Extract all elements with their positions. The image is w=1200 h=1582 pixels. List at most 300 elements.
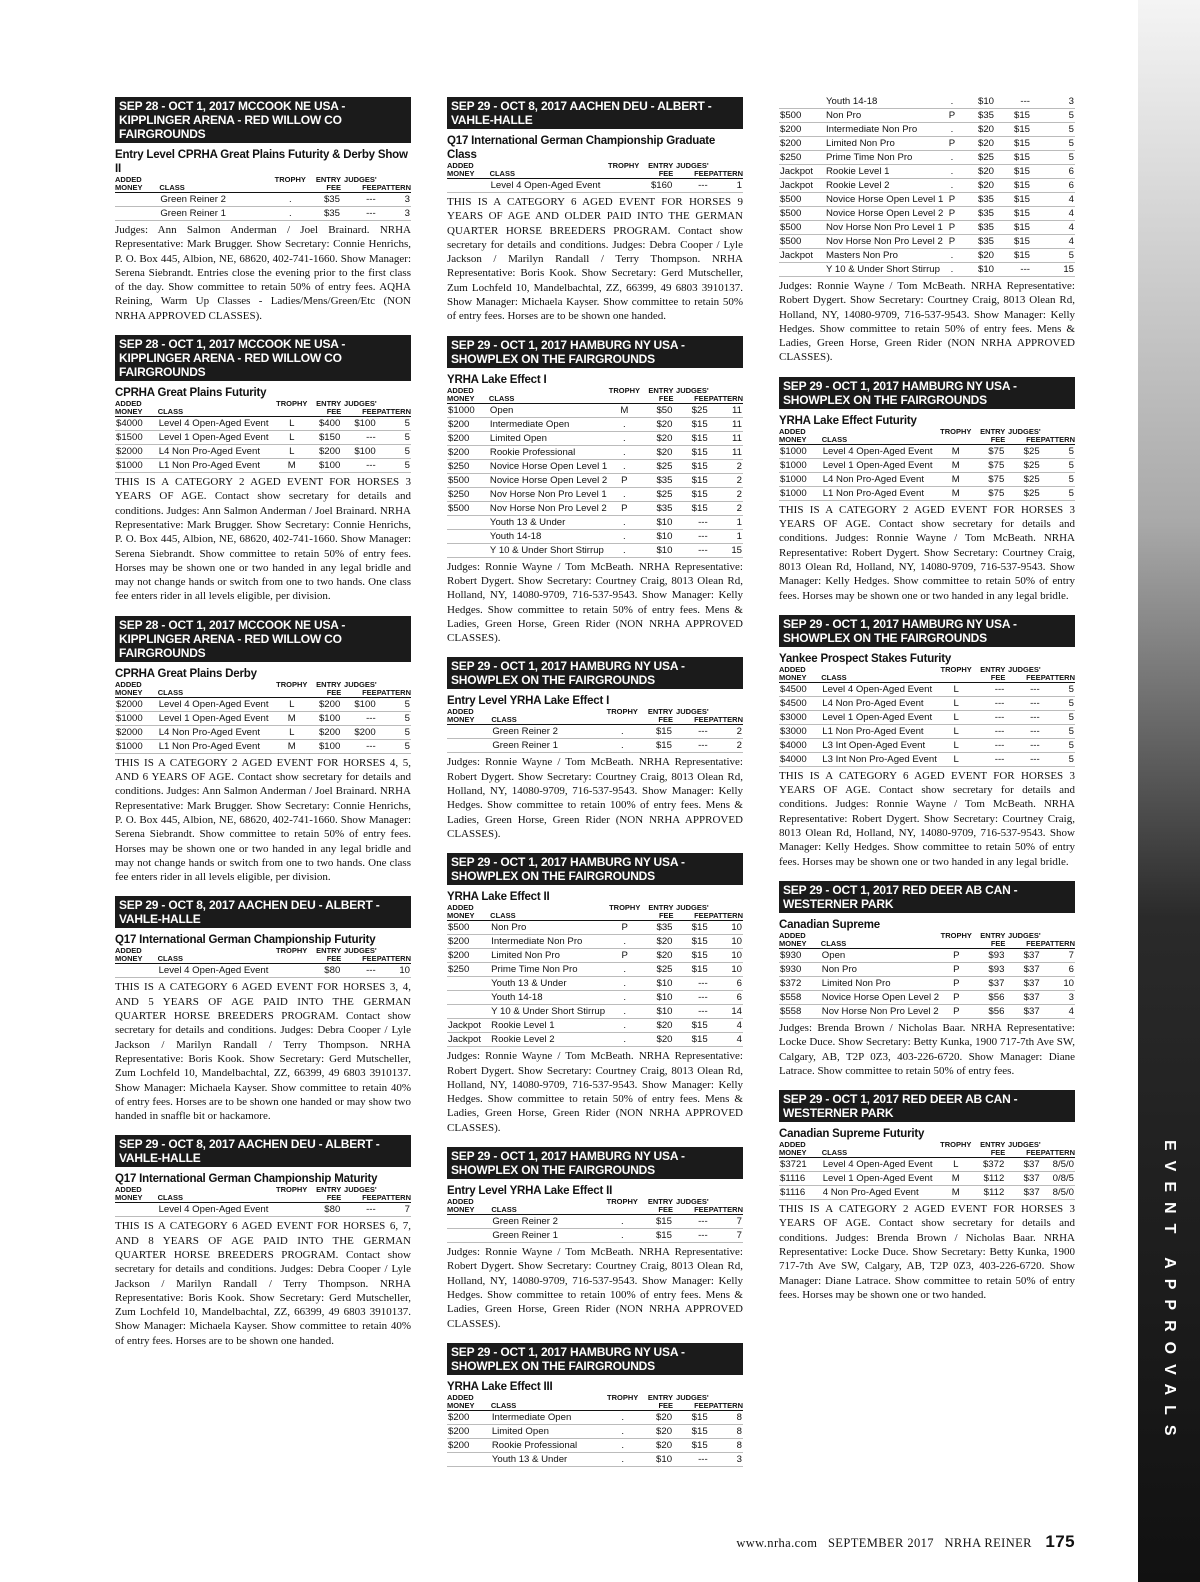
trophy: P	[945, 221, 959, 235]
entry-fee: $20	[640, 949, 673, 963]
added-money: $200	[447, 417, 489, 431]
entry-fee: $50	[640, 403, 673, 417]
judges-fee: ---	[995, 263, 1031, 277]
added-money: $1000	[447, 403, 489, 417]
pattern: 7	[709, 1229, 743, 1243]
class-table	[447, 904, 743, 1047]
th-class: CLASS	[491, 716, 606, 725]
th-fee: FEE	[307, 955, 341, 964]
trophy: L	[941, 696, 972, 710]
pattern: 5	[1041, 486, 1075, 500]
event-details: THIS IS A CATEGORY 2 AGED EVENT FOR HORSES 3 YEARS OF AGE. Contact show secretary for details and conditions. Judges: Brenda Brown / Nicholas Baar. NRHA Representative: Locke Duce. Show Secretary: Betty Kunka, 1900 717-7th Ave SW, Calgary, AB, T2P 0Z3, 403-226-6720. Show Manager: Diane Latrace. Show committee to retain 50% of entry fees. Horses may be shown one or two handed.	[779, 1203, 1075, 1301]
event-header: SEP 29 - OCT 1, 2017 HAMBURG NY USA - SHOWPLEX ON THE FAIRGROUNDS	[447, 853, 743, 885]
table-row	[779, 948, 1075, 962]
event-header: SEP 29 - OCT 1, 2017 RED DEER AB CAN - WESTERNER PARK	[779, 1090, 1075, 1122]
th-trophy: TROPHY	[276, 1185, 308, 1195]
table-row	[779, 193, 1075, 207]
table-row	[447, 1215, 743, 1229]
entry-fee: $10	[640, 977, 673, 991]
entry-fee: $100	[307, 739, 341, 753]
class-name: Youth 14-18	[490, 991, 609, 1005]
class-name: Youth 14-18	[489, 529, 609, 543]
event-details: THIS IS A CATEGORY 2 AGED EVENT FOR HORSES 3 YEARS OF AGE. Contact show secretary for details and conditions. Judges: Ronnie Wayne / Tom McBeath. NRHA Representative: Robert Dygert. Show Secretary: Courtney Craig, 8013 Olean Rd, Holland, NY, 14080-9709, 716-537-9543. Show Manager: Kelly Hedges. Show committee to retain 50% of entry fees. Horses may be shown one or two handed in any legal bridle.	[779, 503, 1075, 602]
entry-fee: $10	[640, 515, 673, 529]
table-row	[447, 543, 743, 557]
pattern: 4	[709, 1019, 743, 1033]
class-name: L1 Non Pro-Aged Event	[821, 724, 940, 738]
table-row	[115, 193, 411, 207]
pattern: 4	[1031, 221, 1075, 235]
entry-fee: $93	[972, 948, 1006, 962]
table-row	[779, 444, 1075, 458]
added-money: $500	[447, 921, 490, 935]
th-fee: FEE	[971, 1149, 1005, 1158]
class-table	[779, 1141, 1075, 1200]
pattern: 5	[1041, 696, 1075, 710]
table-row	[115, 207, 411, 221]
added-money: $250	[447, 487, 489, 501]
th-trophy: TROPHY	[606, 707, 638, 717]
added-money	[447, 515, 489, 529]
trophy: .	[609, 459, 640, 473]
trophy	[276, 964, 307, 978]
th-blank	[941, 940, 972, 949]
added-money	[115, 207, 159, 221]
event-details: THIS IS A CATEGORY 6 AGED EVENT FOR HORSES 6, 7, AND 8 YEARS OF AGE PAID INTO THE GERMAN QUARTER HORSE BREEDERS PROGRAM. Contact show secretary for details and conditions. Judges: Debra Cooper / Lyle Jackson / Marilyn Randall / Terry Thompson. NRHA Representative: Boris Kook. Show Secretary: Gerd Mutscheller, Zum Lochfeld 10, Mandelbachtal, ZZ, 66399, 49 6803 3910137. Show Manager: Michaela Kayser. Show committee to retain 40% of entry fees. Horses are to be shown one handed.	[115, 1220, 411, 1347]
table-row	[115, 445, 411, 459]
class-name: Rookie Level 2	[490, 1033, 609, 1047]
added-money: $1000	[115, 739, 158, 753]
added-money	[447, 1005, 490, 1019]
th-pattern: PATTERN	[376, 407, 411, 417]
table-row	[779, 137, 1075, 151]
entry-fee: $160	[639, 179, 673, 193]
judges-fee: $37	[1005, 1186, 1040, 1200]
event-header: SEP 28 - OCT 1, 2017 MCCOOK NE USA - KIPPLINGER ARENA - RED WILLOW CO FAIRGROUNDS	[115, 335, 411, 381]
added-money: $930	[779, 948, 821, 962]
class-name: L4 Non Pro-Aged Event	[821, 696, 940, 710]
entry-fee: $100	[307, 711, 341, 725]
footer-magazine: NRHA REINER	[944, 1536, 1032, 1550]
th-judges-fee: FEE	[1005, 1149, 1040, 1158]
th-added: ADDED	[447, 1392, 474, 1402]
event-title: Q17 International German Championship Futurity	[115, 934, 376, 947]
entry-fee: $25	[640, 963, 673, 977]
trophy: L	[276, 417, 307, 431]
th-entry: ENTRY	[980, 930, 1006, 940]
th-pattern: PATTERN	[708, 1400, 743, 1410]
th-entry: ENTRY	[315, 175, 341, 184]
th-judges: JUDGES'	[676, 161, 709, 170]
trophy: P	[945, 109, 959, 123]
event-block	[115, 616, 411, 885]
added-money: $1500	[115, 431, 158, 445]
added-money: Jackpot	[779, 179, 825, 193]
class-name: Open	[489, 403, 609, 417]
pattern: 4	[1031, 235, 1075, 249]
added-money: $2000	[115, 445, 158, 459]
entry-fee: $20	[959, 179, 995, 193]
judges-fee: $100	[341, 697, 376, 711]
pattern: 10	[709, 963, 743, 977]
event-title: Canadian Supreme	[779, 918, 880, 931]
judges-fee: $15	[995, 179, 1031, 193]
pattern: 2	[709, 473, 743, 487]
trophy: L	[276, 431, 307, 445]
pattern: 2	[709, 725, 743, 739]
pattern: 8/5/0	[1041, 1158, 1075, 1172]
table-row	[447, 487, 743, 501]
table-row	[447, 977, 743, 991]
class-table	[115, 947, 411, 978]
class-name: Level 1 Open-Aged Event	[822, 458, 940, 472]
th-entry: ENTRY	[647, 707, 673, 717]
class-name: Rookie Professional	[489, 445, 609, 459]
th-judges: JUDGES'	[344, 946, 377, 956]
pattern: 7	[709, 1215, 743, 1229]
th-judges: JUDGES'	[676, 903, 709, 913]
table-row	[779, 95, 1075, 109]
trophy: L	[941, 738, 972, 752]
th-pattern: PATTERN	[708, 393, 743, 403]
page-footer	[736, 1532, 1075, 1552]
trophy: .	[945, 165, 959, 179]
pattern: 4	[1041, 1004, 1075, 1018]
event-header: SEP 29 - OCT 1, 2017 HAMBURG NY USA - SHOWPLEX ON THE FAIRGROUNDS	[779, 615, 1075, 647]
th-judges-fee: FEE	[341, 955, 376, 964]
th-judges: JUDGES'	[344, 679, 377, 689]
table-row	[115, 697, 411, 711]
event-header: SEP 28 - OCT 1, 2017 MCCOOK NE USA - KIPPLINGER ARENA - RED WILLOW CO FAIRGROUNDS	[115, 97, 411, 143]
entry-fee: ---	[972, 724, 1006, 738]
class-name: Youth 13 & Under	[491, 1452, 607, 1466]
entry-fee: $37	[972, 976, 1006, 990]
added-money: $372	[779, 976, 821, 990]
pattern: 3	[377, 193, 411, 207]
class-name: Limited Non Pro	[821, 976, 941, 990]
th-class: CLASS	[489, 395, 609, 404]
th-entry: ENTRY	[316, 679, 342, 689]
added-money: $500	[779, 207, 825, 221]
class-name: 4 Non Pro-Aged Event	[822, 1186, 940, 1200]
event-title: Yankee Prospect Stakes Futurity	[779, 652, 952, 665]
entry-fee: $15	[638, 1215, 673, 1229]
trophy: .	[609, 515, 640, 529]
trophy: M	[940, 486, 971, 500]
trophy: P	[941, 1004, 972, 1018]
trophy: P	[609, 921, 640, 935]
added-money: $4500	[779, 696, 821, 710]
th-blank	[940, 436, 971, 445]
event-block	[447, 657, 743, 841]
trophy: M	[940, 1186, 971, 1200]
pattern: 10	[709, 921, 743, 935]
entry-fee: $35	[640, 473, 673, 487]
added-money: $500	[447, 473, 489, 487]
added-money	[115, 193, 159, 207]
table-row	[447, 431, 743, 445]
th-class: CLASS	[490, 912, 609, 921]
class-table	[779, 932, 1075, 1019]
added-money: $1000	[779, 486, 822, 500]
trophy: M	[940, 444, 971, 458]
th-pattern: PATTERN	[1040, 434, 1075, 444]
pattern: 5	[377, 697, 411, 711]
added-money: $500	[779, 193, 825, 207]
added-money: $1000	[115, 459, 158, 473]
table-row	[447, 179, 743, 193]
class-name: Non Pro	[490, 921, 609, 935]
trophy: M	[940, 1172, 971, 1186]
class-name: Green Reiner 1	[159, 207, 274, 221]
table-row	[779, 109, 1075, 123]
entry-fee: $80	[307, 1203, 341, 1217]
trophy: M	[276, 459, 307, 473]
table-row	[779, 472, 1075, 486]
trophy: .	[609, 991, 640, 1005]
th-judges-fee: FEE	[673, 170, 708, 179]
th-entry: ENTRY	[648, 903, 674, 913]
class-name: Green Reiner 2	[491, 1215, 606, 1229]
class-table	[779, 428, 1075, 501]
th-judges: JUDGES'	[676, 707, 709, 717]
added-money	[115, 1203, 158, 1217]
entry-fee: $10	[640, 529, 673, 543]
entry-fee: $75	[971, 486, 1005, 500]
trophy: M	[940, 458, 971, 472]
entry-fee: $35	[959, 207, 995, 221]
table-row	[779, 976, 1075, 990]
th-money: MONEY	[779, 674, 821, 683]
entry-fee: $35	[959, 109, 995, 123]
table-row	[779, 1004, 1075, 1018]
table-row	[779, 724, 1075, 738]
th-fee: FEE	[306, 184, 341, 193]
class-name: Nov Horse Non Pro Level 1	[489, 487, 609, 501]
th-entry: ENTRY	[980, 664, 1006, 674]
event-header: SEP 29 - OCT 1, 2017 HAMBURG NY USA - SHOWPLEX ON THE FAIRGROUNDS	[447, 657, 743, 689]
added-money: $1000	[779, 472, 822, 486]
trophy: L	[941, 752, 972, 766]
judges-fee: $15	[673, 445, 708, 459]
th-money: MONEY	[115, 1194, 158, 1203]
entry-fee: $35	[959, 193, 995, 207]
th-money: MONEY	[447, 716, 491, 725]
class-name: Level 4 Open-Aged Event	[158, 964, 276, 978]
th-pattern: PATTERN	[1040, 1148, 1075, 1158]
pattern: 6	[1031, 179, 1075, 193]
class-name: Novice Horse Open Level 1	[489, 460, 608, 472]
event-title: CPRHA Great Plains Derby	[115, 667, 257, 680]
th-added: ADDED	[115, 1185, 142, 1195]
pattern: 8	[709, 1424, 743, 1438]
judges-fee: $15	[674, 1033, 709, 1047]
entry-fee: $20	[959, 165, 995, 179]
judges-fee: ---	[341, 964, 376, 978]
th-blank	[607, 1206, 638, 1215]
added-money: $500	[779, 235, 825, 249]
th-fee: FEE	[307, 689, 341, 698]
table-row	[115, 459, 411, 473]
entry-fee: $20	[640, 445, 673, 459]
trophy: .	[275, 207, 306, 221]
class-name: Novice Horse Open Level 2	[826, 208, 944, 219]
table-row	[779, 1186, 1075, 1200]
th-trophy: TROPHY	[608, 385, 641, 395]
added-money: $250	[447, 459, 489, 473]
trophy: .	[609, 445, 640, 459]
pattern: 15	[709, 543, 743, 557]
entry-fee: $25	[640, 459, 673, 473]
entry-fee: ---	[972, 696, 1006, 710]
th-pattern: PATTERN	[708, 169, 743, 178]
class-table	[447, 1394, 743, 1467]
class-name: L1 Non Pro-Aged Event	[158, 739, 276, 753]
table-row	[447, 1033, 743, 1047]
th-fee: FEE	[638, 1206, 673, 1215]
class-table	[779, 666, 1075, 767]
added-money: $1000	[779, 458, 822, 472]
th-added: ADDED	[115, 679, 142, 689]
pattern: 5	[377, 445, 411, 459]
pattern: 5	[377, 459, 411, 473]
event-title: Canadian Supreme Futurity	[779, 1128, 925, 1141]
trophy: L	[940, 1158, 971, 1172]
event-block	[447, 1147, 743, 1331]
table-row	[447, 949, 743, 963]
trophy: .	[609, 935, 640, 949]
column-3	[779, 95, 1075, 1314]
pattern: 5	[1031, 123, 1075, 137]
trophy: P	[609, 501, 640, 515]
event-header: SEP 29 - OCT 1, 2017 RED DEER AB CAN - WESTERNER PARK	[779, 881, 1075, 913]
event-details: Judges: Ronnie Wayne / Tom McBeath. NRHA Representative: Robert Dygert. Show Secretary: Courtney Craig, 8013 Olean Rd, Holland, NY, 14080-9709, 716-537-9543. Show Manager: Kelly Hedges. Show committee to retain 100% of entry fees. Mens & Ladies, Green Horse, Green Rider (NON NRHA APPROVED CLASSES).	[447, 756, 743, 840]
trophy: P	[941, 948, 972, 962]
entry-fee: $25	[640, 487, 673, 501]
entry-fee: $400	[307, 417, 341, 431]
entry-fee: $35	[306, 207, 341, 221]
pattern: 4	[709, 1033, 743, 1047]
event-details: THIS IS A CATEGORY 2 AGED EVENT FOR HORSES 3 YEARS OF AGE. Contact show secretary for details and conditions. Judges: Ann Salmon Anderman / Joel Brainard. NRHA Representative: Mark Brugger. Show Secretary: Connie Henrichs, P. O. Box 445, Albion, NE, 68620, 402-741-1660. Show Manager: Serena Siebrandt. Show committee to retain 50% of entry fees. Horses may be shown one or two handed in any legal bridle and may not change hands or switch from one to two hands. One class fee enters rider in all levels eligible, per division.	[115, 476, 411, 603]
entry-fee: $200	[307, 445, 341, 459]
judges-fee: ---	[1005, 724, 1040, 738]
judges-fee: $25	[1005, 444, 1040, 458]
table-row	[115, 711, 411, 725]
th-fee: FEE	[638, 716, 673, 725]
entry-fee: $20	[640, 935, 673, 949]
added-money: $4500	[779, 682, 821, 696]
pattern: 10	[1041, 976, 1075, 990]
class-table	[447, 387, 743, 558]
class-name: Intermediate Open	[491, 1410, 607, 1424]
trophy: .	[945, 151, 959, 165]
th-fee: FEE	[971, 436, 1005, 445]
judges-fee: ---	[673, 739, 709, 753]
entry-fee: $20	[640, 1019, 673, 1033]
entry-fee: $35	[959, 235, 995, 249]
added-money: $200	[447, 949, 490, 963]
trophy: P	[941, 976, 972, 990]
added-money: $558	[779, 1004, 821, 1018]
table-row	[779, 1172, 1075, 1186]
class-name: Y 10 & Under Short Stirrup	[489, 543, 609, 557]
trophy: M	[276, 739, 307, 753]
event-block	[447, 1343, 743, 1467]
added-money: Jackpot	[779, 165, 825, 179]
pattern: 5	[377, 417, 411, 431]
added-money: $3721	[779, 1158, 822, 1172]
entry-fee: $10	[959, 95, 995, 109]
entry-fee: $20	[638, 1410, 673, 1424]
th-entry: ENTRY	[316, 946, 342, 956]
class-name: L4 Non Pro-Aged Event	[158, 725, 276, 739]
added-money: $200	[447, 445, 489, 459]
event-title: Entry Level YRHA Lake Effect I	[447, 695, 610, 708]
entry-fee: $35	[640, 501, 673, 515]
th-entry: ENTRY	[980, 1140, 1006, 1150]
th-trophy: TROPHY	[276, 399, 308, 409]
th-pattern: PATTERN	[376, 1193, 411, 1203]
th-fee: FEE	[638, 1402, 673, 1411]
footer-site: www.nrha.com	[736, 1536, 818, 1550]
judges-fee: $37	[1005, 976, 1040, 990]
th-money: MONEY	[115, 689, 158, 698]
table-row	[779, 165, 1075, 179]
class-name: Green Reiner 1	[491, 1229, 606, 1243]
th-judges-fee: FEE	[1005, 436, 1040, 445]
pattern: 11	[709, 403, 743, 417]
class-name: Masters Non Pro	[825, 249, 945, 263]
added-money: Jackpot	[447, 1033, 490, 1047]
entry-fee: $20	[959, 249, 995, 263]
table-row	[447, 1438, 743, 1452]
event-title: YRHA Lake Effect III	[447, 1380, 553, 1393]
judges-fee: $15	[995, 193, 1031, 207]
th-money: MONEY	[115, 955, 158, 964]
entry-fee: $112	[971, 1172, 1005, 1186]
th-blank	[941, 674, 972, 683]
added-money: $250	[447, 963, 490, 977]
th-judges-fee: FEE	[673, 716, 709, 725]
th-money: MONEY	[779, 940, 821, 949]
pattern: 15	[1031, 263, 1075, 277]
pattern: 5	[1041, 738, 1075, 752]
trophy: .	[609, 543, 640, 557]
entry-fee: $93	[972, 962, 1006, 976]
judges-fee: ---	[674, 991, 709, 1005]
class-name: Level 4 Open-Aged Event	[158, 1203, 276, 1217]
class-name: L1 Non Pro-Aged Event	[822, 486, 940, 500]
th-judges-fee: FEE	[673, 395, 708, 404]
added-money: $200	[447, 1438, 491, 1452]
th-money: MONEY	[779, 1149, 822, 1158]
judges-fee: ---	[341, 431, 376, 445]
th-added: ADDED	[115, 946, 142, 956]
added-money	[115, 964, 158, 978]
class-name: Rookie Professional	[491, 1438, 607, 1452]
th-judges-fee: FEE	[341, 689, 376, 698]
class-name: Nov Horse Non Pro Level 2	[821, 1004, 941, 1018]
th-fee: FEE	[640, 395, 673, 404]
judges-fee: ---	[673, 179, 708, 193]
added-money: $500	[779, 109, 825, 123]
pattern: 5	[377, 739, 411, 753]
entry-fee: ---	[972, 738, 1006, 752]
th-added: ADDED	[447, 385, 474, 395]
entry-fee: $56	[972, 990, 1006, 1004]
table-row	[115, 431, 411, 445]
event-title: Entry Level CPRHA Great Plains Futurity & Derby Show II	[115, 149, 408, 175]
